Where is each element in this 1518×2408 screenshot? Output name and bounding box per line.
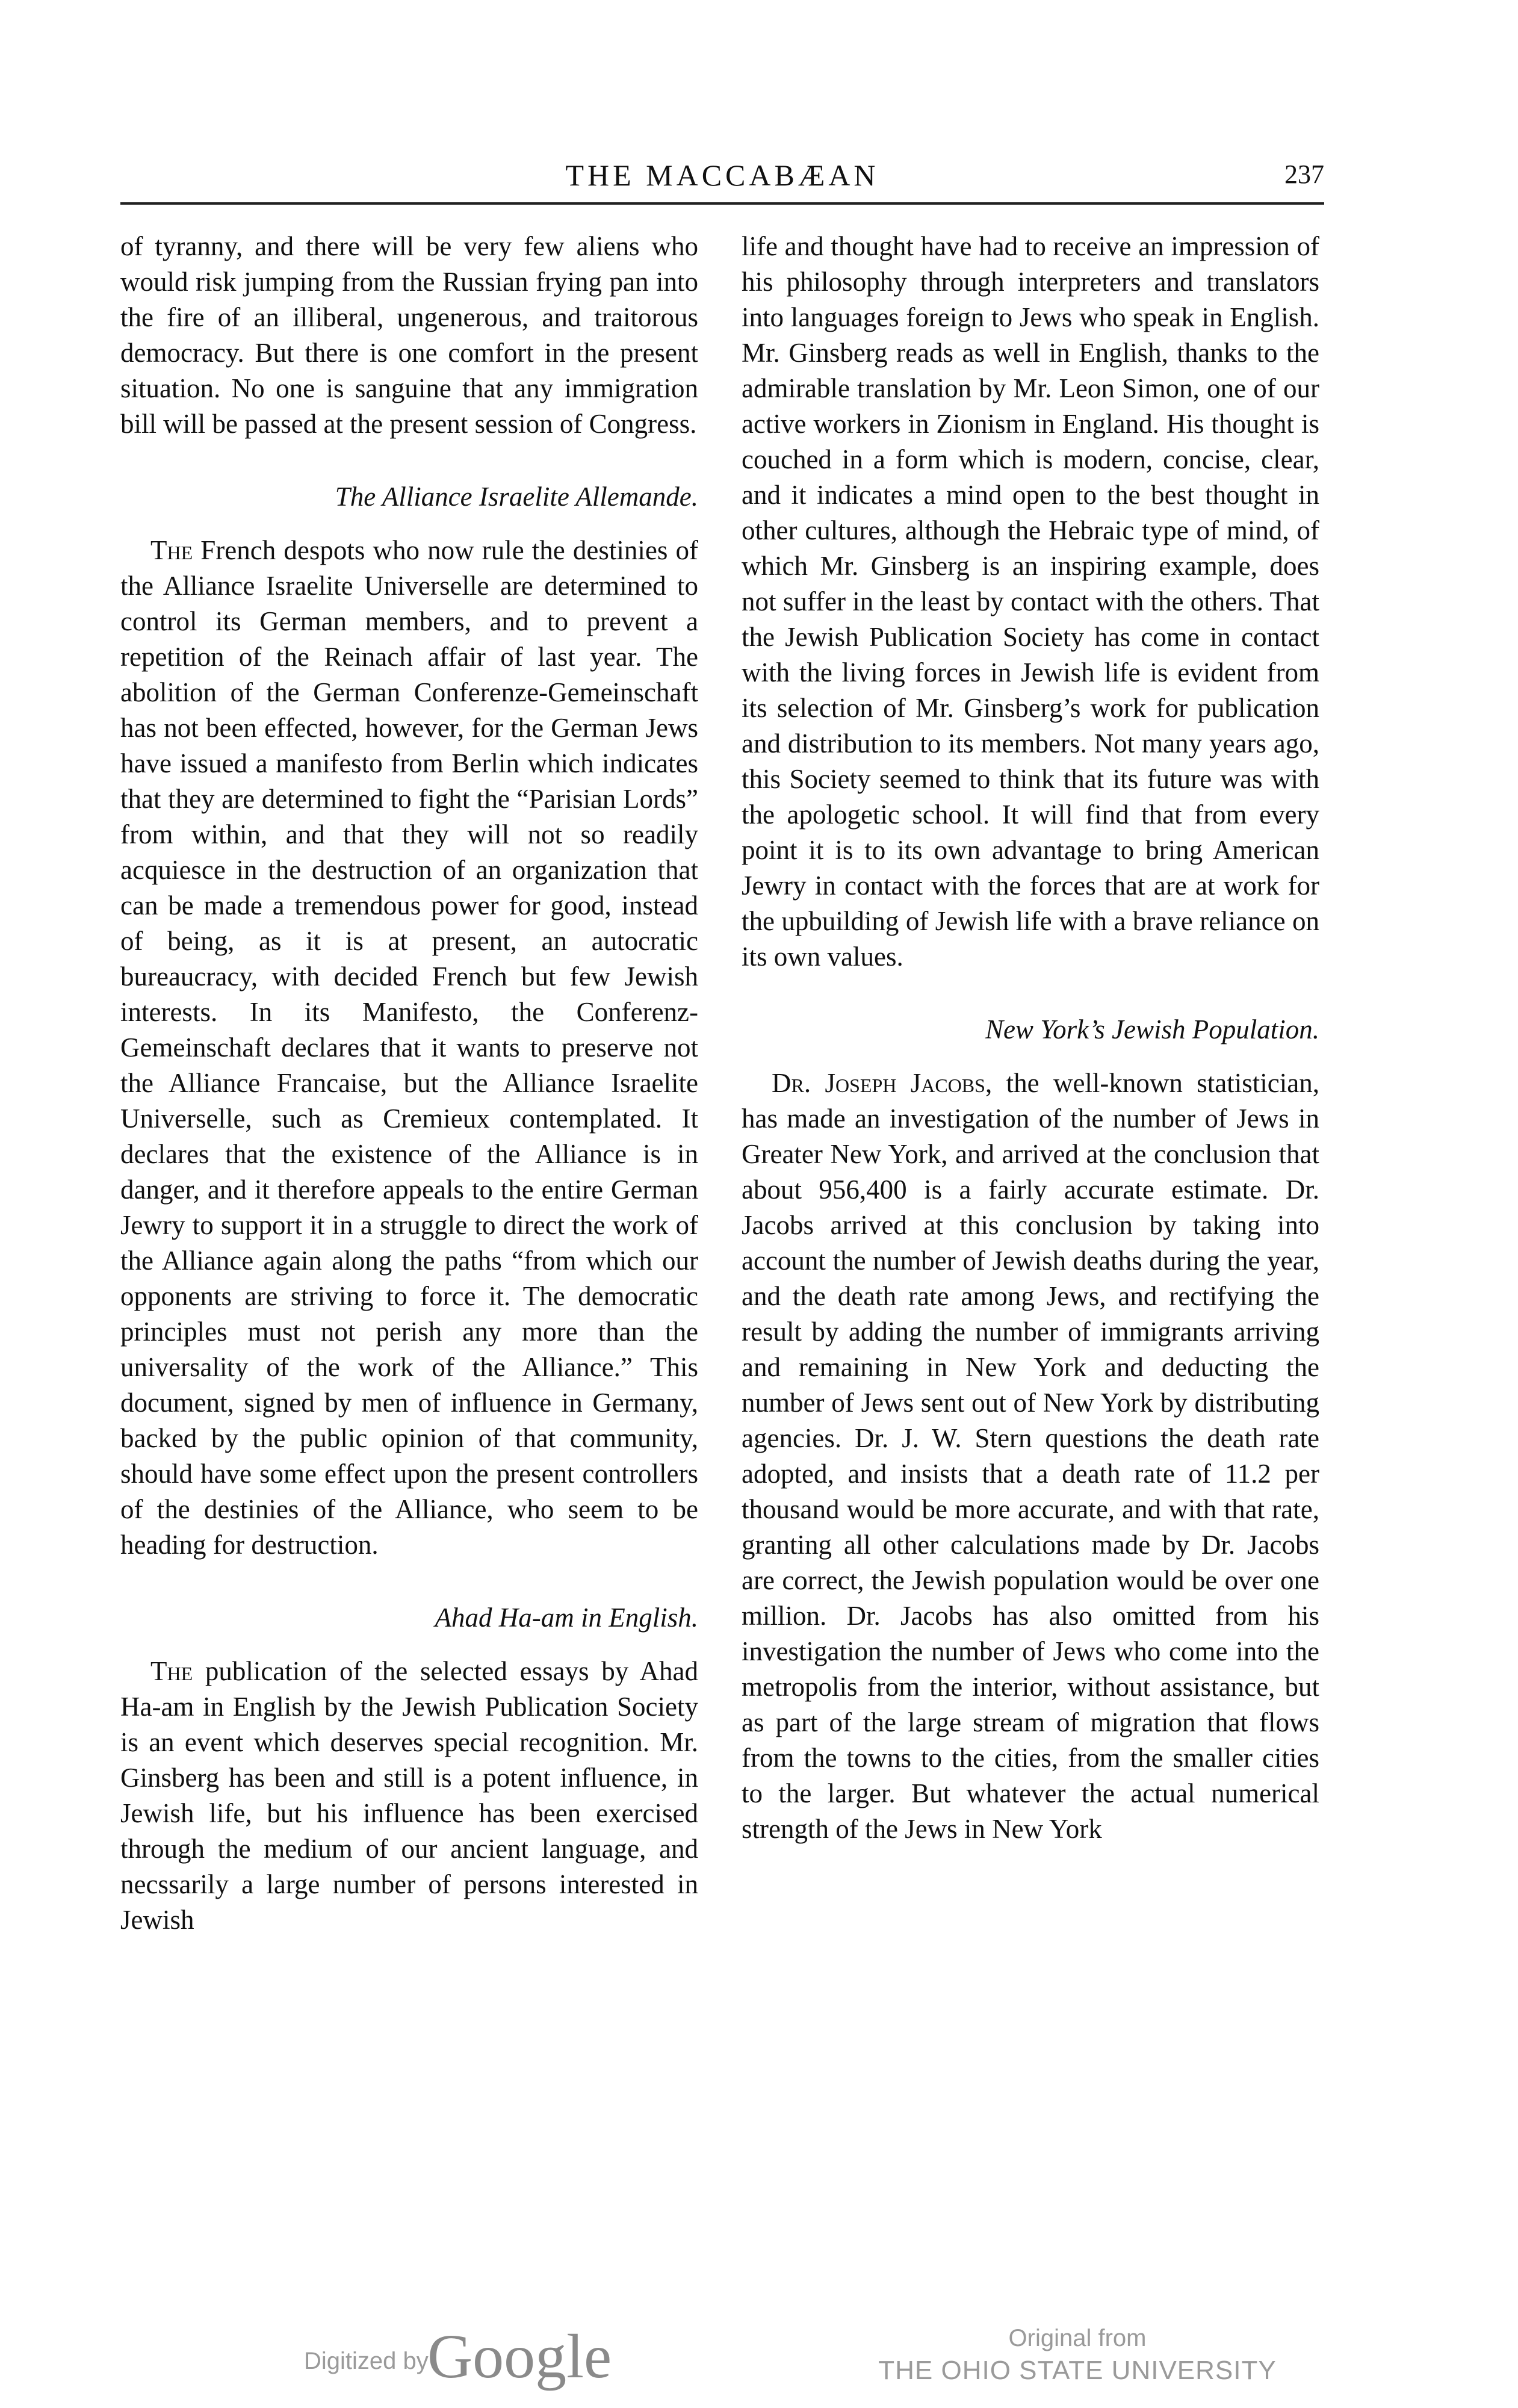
- paragraph-alliance: [120, 533, 698, 1563]
- section-heading-alliance: The Alliance Israelite Allemande.: [335, 482, 698, 512]
- left-column: [120, 229, 698, 1938]
- paragraph-new-york-population: [742, 1066, 1319, 1847]
- paragraph-lead-word: The: [150, 1656, 193, 1686]
- digitized-by-label: Digitized by: [304, 2348, 429, 2374]
- paragraph-lead-name: Dr. Joseph Jacobs,: [772, 1068, 993, 1098]
- original-source-watermark: [867, 2323, 1288, 2388]
- section-heading-ahad-ha-am: Ahad Ha-am in English.: [435, 1603, 698, 1633]
- paragraph-ahad-ha-am: [120, 1654, 698, 1938]
- paragraph-lead-word: The: [150, 535, 193, 565]
- paragraph-immigration-continued: of tyranny, and there will be very few aliens who would risk jumping from the Russian frying pan into the fire of an illiberal, ungenerous, and traitorous democracy. But there is one comfort in the present situation. No one is sanguine that any immigration bill will be passed at the present session of Congress.: [120, 231, 698, 439]
- paragraph-ahad-ha-am-body: publication of the selected essays by Ahad Ha-am in English by the Jewish Publication Society is an event which deserves special recognition. Mr. Ginsberg has been and still is a potent influence, in Jewish life, but his influence has been exercised through the medium of our ancient language, and necssarily a large number of persons interested in Jewish: [120, 1656, 698, 1935]
- header-rule: [120, 202, 1324, 205]
- paragraph-new-york-population-body: the well-known statistician, has made an investigation of the number of Jews in Greater New York, and arrived at the conclusion that about 956,400 is a fairly accurate estimate. Dr. Jacobs arrived at this conclusion by taking into account the number of Jewish deaths during the year, and the death rate among Jews, and rectifying the result by adding the number of immigrants arriving and remaining in New York and deducting the number of Jews sent out of New York by distributing agencies. Dr. J. W. Stern questions the death rate adopted, and insists that a death rate of 11.2 per thousand would be more accurate, and with that rate, granting all other calculations made by Dr. Jacobs are correct, the Jewish population would be over one million. Dr. Jacobs has also omitted from his investigation the number of Jews who come into the metropolis from the interior, without assistance, but as part of the large stream of migration that flows from the towns to the cities, from the smaller cities to the larger. But whatever the actual numerical strength of the Jews in New York: [742, 1068, 1319, 1844]
- section-heading-new-york-population: New York’s Jewish Population.: [985, 1014, 1319, 1044]
- paragraph-ahad-ha-am-continued: life and thought have had to receive an impression of his philosophy through interpreters and translators into languages foreign to Jews who speak in English. Mr. Ginsberg reads as well in English, thanks to the admirable translation by Mr. Leon Simon, one of our active workers in Zionism in England. His thought is couched in a form which is modern, concise, clear, and it indicates a mind open to the best thought in other cultures, although the Hebraic type of mind, of which Mr. Ginsberg is an inspiring example, does not suffer in the least by contact with the others. That the Jewish Publication Society has come in contact with the living forces in Jewish life is evident from its selection of Mr. Ginsberg’s work for publication and distribution to its members. Not many years ago, this Society seemed to think that its future was with the apologetic school. It will find that from every point it is to its own advantage to bring American Jewry in contact with the forces that are at work for the upbuilding of Jewish life with a brave reliance on its own values.: [742, 231, 1319, 972]
- paragraph-alliance-body: French despots who now rule the destinies of the Alliance Israelite Universelle are determined to control its German members, and to prevent a repetition of the Reinach affair of last year. The abolition of the German Conferenze-Gemeinschaft has not been effected, however, for the German Jews have issued a manifesto from Berlin which indicates that they are determined to fight the “Parisian Lords” from within, and that they will not so readily acquiesce in the destruction of an organization that can be made a tremendous power for good, instead of being, as it is at present, an autocratic bureaucracy, with decided French but few Jewish interests. In its Manifesto, the Conferenz-Gemeinschaft declares that it wants to preserve not the Alliance Francaise, but the Alliance Israelite Universelle, such as Cremieux contemplated. It declares that the existence of the Alliance is in danger, and it therefore appeals to the entire German Jewry to support it in a struggle to direct the work of the Alliance again along the paths “from which our opponents are striving to force it. The democratic principles must not perish any more than the universality of the work of the Alliance.” This document, signed by men of influence in Germany, backed by the public opinion of that community, should have some effect upon the present controllers of the destinies of the Alliance, who seem to be heading for destruction.: [120, 535, 698, 1560]
- google-logo: Google: [427, 2322, 612, 2391]
- page-number: 237: [1284, 160, 1324, 189]
- university-label: THE OHIO STATE UNIVERSITY: [878, 2356, 1277, 2385]
- journal-title: THE MACCABÆAN: [565, 158, 879, 192]
- right-column: [742, 229, 1319, 1847]
- running-header: [120, 158, 1324, 201]
- original-from-label: Original from: [1008, 2325, 1147, 2351]
